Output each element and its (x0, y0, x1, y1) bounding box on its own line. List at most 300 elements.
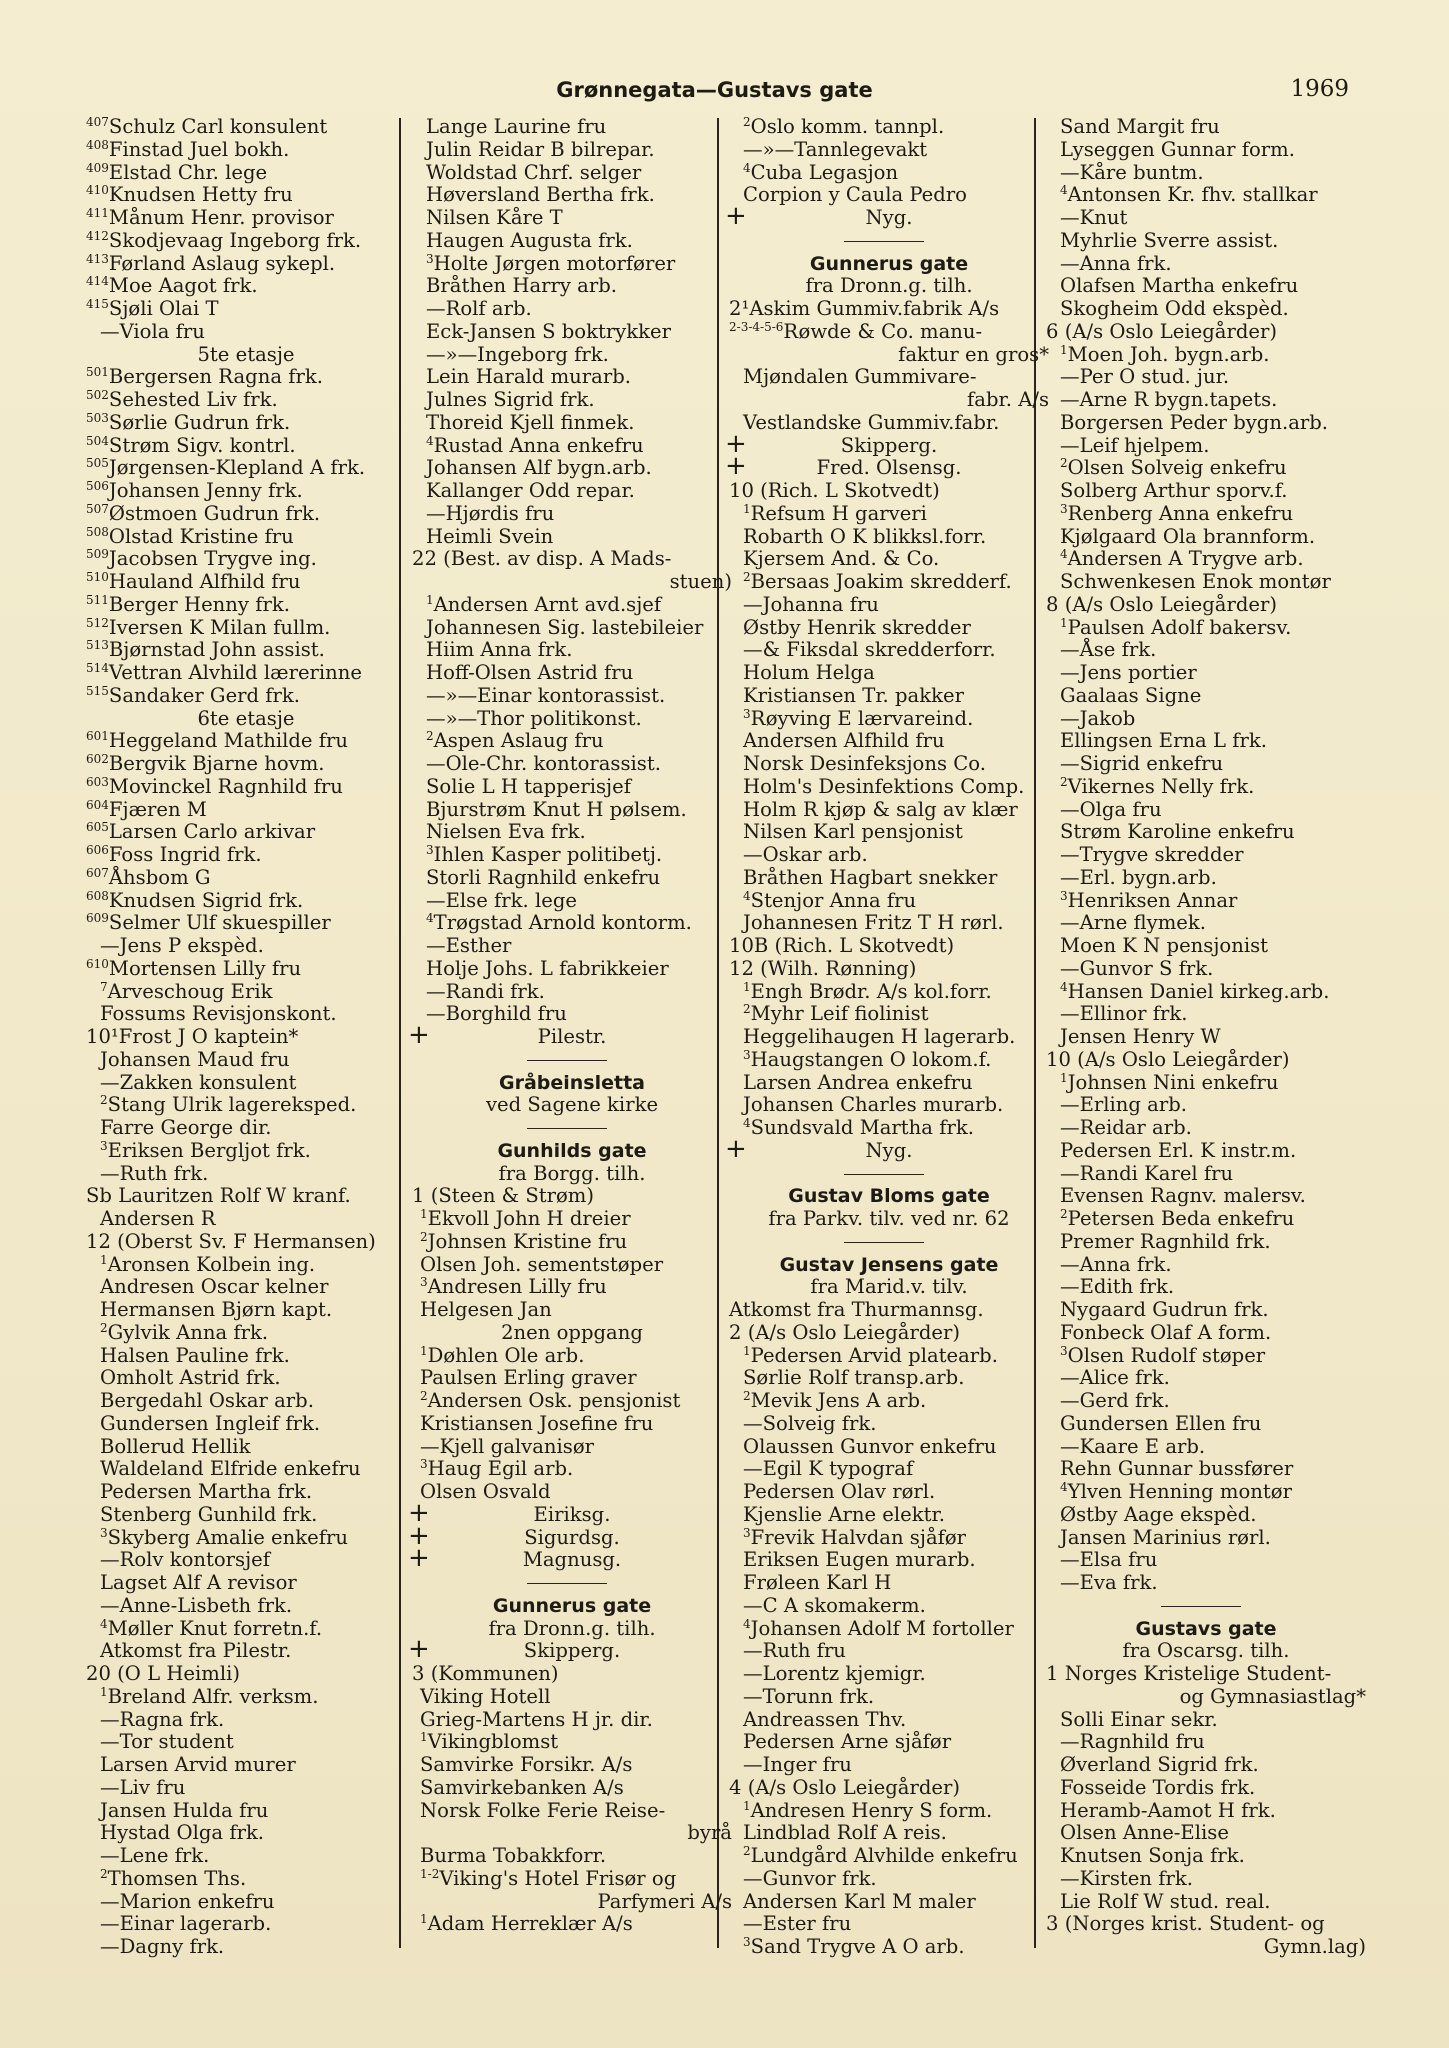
entry-text: 10 (Rich. L Skotvedt) (729, 479, 940, 502)
listing-entry (86, 821, 406, 844)
apartment-number: 513 (86, 638, 109, 653)
listing-entry (412, 1254, 732, 1277)
listing-entry (86, 1299, 406, 1322)
entry-text: Nilsen Kåre T (426, 206, 563, 229)
entry-text: Atkomst fra Pilestr. (100, 1639, 292, 1663)
apartment-number: 1 (1060, 615, 1068, 630)
entry-text: Frevik Halvdan sjåfør (750, 1525, 967, 1549)
entry-text: Eck-Jansen S boktrykker (426, 319, 671, 343)
listing-entry (412, 1822, 732, 1845)
apartment-number: 410 (86, 183, 109, 198)
entry-text: Hauland Alfhild fru (108, 570, 301, 593)
entry-text: Storli Ragnhild enkefru (426, 865, 661, 889)
entry-text: Skipperg. (840, 433, 938, 457)
listing-entry (86, 639, 406, 662)
listing-entry (729, 821, 1049, 844)
listing-entry (729, 867, 1049, 890)
entry-text: —Jakob (1060, 706, 1136, 730)
entry-text: —Esther (426, 934, 512, 957)
listing-entry (412, 844, 732, 867)
listing-entry (86, 1003, 406, 1026)
apartment-number: 2 (743, 1844, 751, 1858)
entry-text: Østby Aage ekspèd. (1060, 1502, 1257, 1526)
listing-entry (412, 275, 732, 298)
listing-entry (729, 708, 1049, 731)
entry-text: Elstad Chr. lege (108, 160, 268, 184)
apartment-number: 1 (1060, 1070, 1068, 1085)
apartment-number: 502 (86, 388, 109, 402)
listing-entry (1046, 1413, 1366, 1436)
entry-text: Skyberg Amalie enkefru (107, 1525, 348, 1549)
listing-entry (86, 184, 406, 207)
listing-entry (1046, 1572, 1366, 1595)
entry-text: Andersen A Trygve arb. (1067, 547, 1304, 571)
listing-entry (729, 1868, 1049, 1891)
entry-text: fabr. A/s (967, 388, 1049, 411)
entry-text: Olsen Solveig enkefru (1067, 456, 1287, 480)
entry-text: Jørgensen-Klepland A frk. (108, 456, 366, 480)
listing-entry (412, 1868, 732, 1891)
entry-text: —Marion enkefru (100, 1889, 275, 1913)
listing-entry (1046, 1072, 1366, 1095)
entry-text: Bråthen Harry arb. (426, 274, 618, 298)
entry-text: Oslo komm. tannpl. (750, 115, 945, 138)
listing-entry (412, 685, 732, 708)
entry-text: Vikernes Nelly frk. (1067, 774, 1255, 798)
listing-entry (1046, 958, 1366, 981)
entry-text: Woldstad Chrf. selger (426, 160, 642, 184)
entry-text: Holje Johs. L fabrikkeier (426, 956, 669, 980)
apartment-number: 608 (86, 888, 109, 903)
entry-text: 10 (A/s Oslo Leiegårder) (1046, 1047, 1290, 1071)
entry-text: Paulsen Erling graver (420, 1366, 637, 1390)
listing-entry (86, 321, 406, 344)
apartment-number: 3 (1060, 888, 1068, 903)
entry-text: byrå (687, 1821, 732, 1845)
listing-entry (729, 844, 1049, 867)
entry-text: —Erling arb. (1060, 1093, 1188, 1117)
cross-street (412, 1640, 732, 1663)
listing-entry (1046, 1367, 1366, 1390)
listing-entry (412, 1754, 732, 1777)
entry-text: Norsk Desinfeksjons Co. (743, 752, 986, 775)
apartment-number: 602 (86, 752, 109, 766)
entry-text: Østmoen Gudrun frk. (108, 501, 321, 525)
entry-text: Kristiansen Josefine fru (420, 1411, 654, 1435)
listing-entry (412, 1845, 732, 1868)
listing-entry (86, 1049, 406, 1072)
apartment-number: 2 (1060, 1207, 1068, 1221)
entry-text: Moen Joh. bygn.arb. (1067, 342, 1270, 366)
listing-entry (1046, 116, 1366, 139)
entry-text: —Randi Karel fru (1060, 1161, 1234, 1185)
entry-text: Mevik Jens A arb. (750, 1389, 927, 1412)
listing-entry (1046, 1777, 1366, 1800)
listing-entry (729, 1094, 1049, 1117)
entry-text: Johansen Alf bygn.arb. (426, 456, 652, 480)
apartment-number: 609 (86, 911, 109, 926)
listing-entry (729, 526, 1049, 549)
apartment-number: 3 (420, 1457, 428, 1472)
entry-text: Bergersen Ragna frk. (108, 365, 323, 389)
listing-entry (1046, 503, 1366, 526)
entry-text: —Rolv kontorsjef (100, 1548, 271, 1572)
entry-text: Johansen Charles murarb. (743, 1093, 1004, 1117)
listing-entry (86, 1618, 406, 1641)
entry-text: —Johanna fru (743, 592, 879, 616)
listing-entry (86, 162, 406, 185)
section-rule (729, 1231, 1049, 1254)
entry-text: Fjæren M (108, 797, 207, 821)
entry-text: 2nen oppgang (501, 1320, 643, 1344)
entry-text: Corpion y Caula Pedro (743, 183, 967, 207)
apartment-number: 2 (420, 1229, 428, 1244)
listing-entry (1046, 776, 1366, 799)
listing-entry (1046, 981, 1366, 1004)
entry-text: Paulsen Adolf bakersv. (1067, 615, 1292, 639)
apartment-number: 3 (743, 1935, 751, 1949)
apartment-number: 3 (743, 706, 751, 721)
entry-text: Ylven Henning montør (1067, 1480, 1292, 1503)
listing-entry (1046, 867, 1366, 890)
listing-entry (412, 776, 732, 799)
listing-entry (1046, 594, 1366, 617)
entry-text: —Arne R bygn.tapets. (1060, 388, 1278, 411)
entry-text: Sundsvald Martha frk. (750, 1116, 974, 1139)
listing-entry (412, 321, 732, 344)
listing-entry (1046, 1026, 1366, 1049)
section-rule (412, 1049, 732, 1072)
apartment-number: 1 (743, 501, 751, 516)
entry-text: Andresen Lilly fru (427, 1275, 607, 1299)
apartment-number: 1-2 (420, 1866, 440, 1881)
cross-street (412, 1504, 732, 1527)
entry-text: —Trygve skredder (1060, 843, 1244, 866)
entry-text: Evensen Ragnv. malersv. (1060, 1184, 1306, 1208)
entry-text: —Hjørdis fru (426, 501, 555, 525)
entry-text: fra Borgg. tilh. (498, 1161, 646, 1185)
cross-street (729, 457, 1049, 480)
entry-text: —Rolf arb. (426, 297, 532, 320)
listing-entry (86, 435, 406, 458)
entry-text: Øverland Sigrid frk. (1060, 1753, 1259, 1776)
entry-text: Rehn Gunnar bussfører (1060, 1457, 1294, 1481)
street-heading (412, 1140, 732, 1163)
entry-text: —Jens P ekspèd. (100, 934, 264, 957)
listing-entry (412, 1208, 732, 1231)
listing-entry (1046, 548, 1366, 571)
apartment-number: 4 (743, 888, 751, 903)
apartment-number: 603 (86, 774, 109, 789)
listing-entry (86, 480, 406, 503)
listing-entry (1046, 1709, 1366, 1732)
listing-entry (412, 1367, 732, 1390)
listing-entry (86, 1800, 406, 1823)
listing-entry (729, 958, 1049, 981)
entry-text: Johannesen Fritz T H rørl. (743, 911, 1004, 935)
listing-entry (729, 1072, 1049, 1095)
entry-text: —Olga fru (1060, 797, 1162, 821)
listing-entry (412, 571, 732, 594)
entry-text: 6 (A/s Oslo Leiegårder) (1046, 319, 1277, 343)
entry-text: Knudsen Hetty fru (108, 183, 293, 207)
entry-text: —»—Thor politikonst. (426, 706, 642, 730)
listing-entry (86, 1845, 406, 1868)
listing-entry (729, 298, 1049, 321)
entry-text: —Arne flymek. (1060, 911, 1206, 935)
entry-text: —Kjell galvanisør (420, 1434, 595, 1458)
apartment-number: 2 (100, 1093, 108, 1108)
apartment-number: 412 (86, 228, 109, 243)
listing-entry (729, 1049, 1049, 1072)
cross-street (412, 1026, 732, 1049)
listing-entry (412, 708, 732, 731)
listing-entry (1046, 912, 1366, 935)
listing-entry (1046, 1094, 1366, 1117)
apartment-number: 503 (86, 410, 109, 425)
listing-entry (412, 981, 732, 1004)
listing-entry (86, 1208, 406, 1231)
entry-text: Viking's Hotel Frisør og (439, 1866, 677, 1890)
listing-entry (729, 1572, 1049, 1595)
apartment-number: 2 (426, 729, 434, 744)
entry-text: 2 (A/s Oslo Leiegårder) (729, 1320, 960, 1344)
entry-text: Heggeland Mathilde fru (108, 729, 348, 753)
listing-entry (729, 776, 1049, 799)
apartment-number: 504 (86, 433, 109, 448)
apartment-number: 505 (86, 456, 109, 471)
listing-entry (1046, 1049, 1366, 1072)
listing-entry (1046, 457, 1366, 480)
entry-text: 1 (Steen & Strøm) (412, 1184, 595, 1208)
apartment-number: 4 (426, 433, 434, 448)
entry-text: —Per O stud. jur. (1060, 365, 1230, 389)
entry-text: —Elsa fru (1060, 1548, 1158, 1572)
listing-entry (729, 412, 1049, 435)
entry-text: Larsen Arvid murer (100, 1753, 296, 1776)
entry-text: Andersen Osk. pensjonist (427, 1389, 681, 1412)
cross-street (412, 1549, 732, 1572)
entry-text: Stang Ulrik lagereksped. (107, 1093, 357, 1117)
listing-entry (1046, 1345, 1366, 1368)
entry-text: Gunhilds gate (497, 1139, 647, 1162)
listing-entry (1046, 389, 1366, 412)
page-number: 1969 (1290, 76, 1349, 102)
entry-text: Moen K N pensjonist (1060, 934, 1269, 957)
listing-entry (1046, 1003, 1366, 1026)
apartment-number: 415 (86, 297, 109, 311)
entry-text: —Gerd frk. (1060, 1389, 1170, 1412)
entry-text: Sb Lauritzen Rolf W kranf. (86, 1184, 351, 1208)
entry-text: Petersen Beda enkefru (1067, 1207, 1295, 1230)
apartment-number: 1 (743, 1798, 751, 1813)
listing-entry (86, 1390, 406, 1413)
listing-entry (412, 207, 732, 230)
entry-text: Johansen Jenny frk. (108, 479, 303, 502)
entry-text: Døhlen Ole arb. (427, 1343, 585, 1367)
entry-text: —Alice frk. (1060, 1366, 1170, 1390)
entry-text: Eriksen Bergljot frk. (107, 1138, 311, 1162)
listing-entry (86, 1322, 406, 1345)
entry-text: Mjøndalen Gummivare- (743, 365, 977, 389)
listing-entry (1046, 1527, 1366, 1550)
entry-text: Moe Aagot frk. (108, 274, 258, 298)
entry-text: 22 (Best. av disp. A Mads- (412, 547, 672, 571)
apartment-number: 610 (86, 956, 109, 971)
listing-entry (729, 730, 1049, 753)
listing-entry (86, 753, 406, 776)
apartment-number: 411 (86, 206, 109, 220)
listing-entry (729, 912, 1049, 935)
entry-text: Johansen Maud fru (100, 1047, 290, 1071)
apartment-number: 514 (86, 661, 109, 675)
listing-entry (86, 617, 406, 640)
entry-text: Movinckel Ragnhild fru (108, 774, 343, 798)
entry-text: fra Oscarsg. tilh. (1122, 1639, 1290, 1663)
listing-entry (729, 935, 1049, 958)
entry-text: Lyseggen Gunnar form. (1060, 137, 1295, 161)
listing-entry (86, 776, 406, 799)
entry-text: Andersen Alfhild fru (743, 729, 945, 753)
entry-text: Thomsen Ths. (107, 1866, 247, 1890)
listing-entry (412, 958, 732, 981)
listing-entry (1046, 1686, 1366, 1709)
listing-entry (1046, 184, 1366, 207)
listing-entry (412, 1686, 732, 1709)
entry-text: Åhsbom G (108, 865, 211, 889)
entry-text: Norsk Folke Ferie Reise- (420, 1798, 666, 1822)
entry-text: Bråthen Hagbart snekker (743, 865, 998, 889)
listing-entry (412, 662, 732, 685)
listing-entry (412, 1777, 732, 1800)
listing-entry (1046, 366, 1366, 389)
listing-entry (729, 1640, 1049, 1663)
entry-text: —Åse frk. (1060, 638, 1157, 662)
apartment-number: 3 (1060, 501, 1068, 516)
entry-text: —Lorentz kjemigr. (743, 1662, 926, 1685)
listing-entry (86, 1481, 406, 1504)
apartment-number: 2 (1060, 774, 1068, 789)
listing-entry (729, 617, 1049, 640)
listing-entry (729, 753, 1049, 776)
listing-entry (412, 730, 732, 753)
entry-text: Heimli Svein (426, 524, 554, 548)
listing-entry (729, 685, 1049, 708)
apartment-number: 512 (86, 615, 109, 630)
listing-entry (729, 344, 1049, 367)
apartment-number: 508 (86, 524, 109, 539)
entry-text: Pedersen Arne sjåfør (743, 1730, 952, 1754)
section-note (1046, 1640, 1366, 1663)
section-note (412, 1163, 732, 1186)
entry-text: Fonbeck Olaf A form. (1060, 1320, 1272, 1344)
entry-text: Strøm Karoline enkefru (1060, 820, 1295, 844)
entry-text: —Anna frk. (1060, 1252, 1172, 1276)
entry-text: Stenjor Anna fru (750, 888, 917, 912)
listing-entry (86, 662, 406, 685)
listing-entry (86, 1891, 406, 1914)
entry-text: —Viola fru (100, 319, 205, 343)
entry-text: —»—Ingeborg frk. (426, 342, 609, 366)
entry-text: Grieg-Martens H jr. dir. (420, 1707, 653, 1731)
listing-entry (1046, 207, 1366, 230)
entry-text: 20 (O L Heimli) (86, 1662, 241, 1685)
listing-entry (729, 1822, 1049, 1845)
apartment-number: 3 (426, 843, 434, 857)
listing-entry (86, 1868, 406, 1891)
listing-entry (412, 1390, 732, 1413)
listing-entry (1046, 1800, 1366, 1823)
entry-text: Bjørnstad John assist. (108, 638, 325, 662)
entry-text: Jacobsen Trygve ing. (108, 547, 317, 571)
listing-entry (412, 298, 732, 321)
listing-entry (86, 1026, 406, 1049)
entry-text: Møller Knut forretn.f. (107, 1616, 323, 1640)
entry-text: Solli Einar sekr. (1060, 1707, 1218, 1731)
listing-entry (729, 799, 1049, 822)
listing-entry (729, 1345, 1049, 1368)
listing-entry (86, 526, 406, 549)
apartment-number: 4 (743, 160, 751, 175)
entry-text: Nielsen Eva frk. (426, 820, 586, 844)
listing-entry (412, 639, 732, 662)
entry-text: Knutsen Sonja frk. (1060, 1844, 1245, 1867)
entry-text: —C A skomakerm. (743, 1593, 926, 1617)
entry-text: —Anna frk. (1060, 251, 1172, 275)
entry-text: Hoff-Olsen Astrid fru (426, 661, 634, 684)
listing-entry (729, 1117, 1049, 1140)
entry-text: Lie Rolf W stud. real. (1060, 1889, 1271, 1913)
listing-entry (729, 1754, 1049, 1777)
section-rule (729, 230, 1049, 253)
entry-text: —& Fiksdal skredderforr. (743, 638, 996, 662)
apartment-number: 2 (420, 1389, 428, 1403)
listing-entry (412, 617, 732, 640)
apartment-number: 4 (1060, 979, 1068, 994)
listing-entry (1046, 685, 1366, 708)
entry-text: Hystad Olga frk. (100, 1821, 265, 1845)
entry-text: 12 (Oberst Sv. F Hermansen) (86, 1229, 376, 1253)
listing-entry (729, 1936, 1049, 1959)
street-heading (412, 1072, 732, 1095)
entry-text: Pedersen Arvid platearb. (750, 1343, 998, 1367)
apartment-number: 1 (420, 1343, 428, 1358)
entry-text: Parfymeri A/s (597, 1889, 732, 1913)
listing-entry (1046, 1549, 1366, 1572)
entry-text: 4 (A/s Oslo Leiegårder) (729, 1775, 960, 1799)
listing-entry (729, 184, 1049, 207)
entry-text: Vikingblomst (427, 1730, 559, 1754)
apartment-number: 407 (86, 115, 109, 129)
entry-text: Farre George dir. (100, 1116, 272, 1139)
listing-entry (1046, 662, 1366, 685)
entry-text: Viking Hotell (420, 1684, 551, 1708)
entry-text: —Lene frk. (100, 1844, 210, 1867)
listing-entry (1046, 1822, 1366, 1845)
apartment-number: 3 (420, 1275, 428, 1290)
entry-text: 12 (Wilh. Rønning) (729, 956, 917, 980)
entry-text: Fosseide Tordis frk. (1060, 1775, 1256, 1799)
apartment-number: 1 (1060, 342, 1068, 357)
listing-entry (86, 366, 406, 389)
listing-entry (729, 1390, 1049, 1413)
section-rule (412, 1117, 732, 1140)
listing-entry (86, 867, 406, 890)
listing-entry (729, 1436, 1049, 1459)
section-note (729, 1208, 1049, 1231)
entry-text: Gustav Bloms gate (788, 1185, 990, 1208)
entry-text: Stenberg Gunhild frk. (100, 1502, 318, 1526)
